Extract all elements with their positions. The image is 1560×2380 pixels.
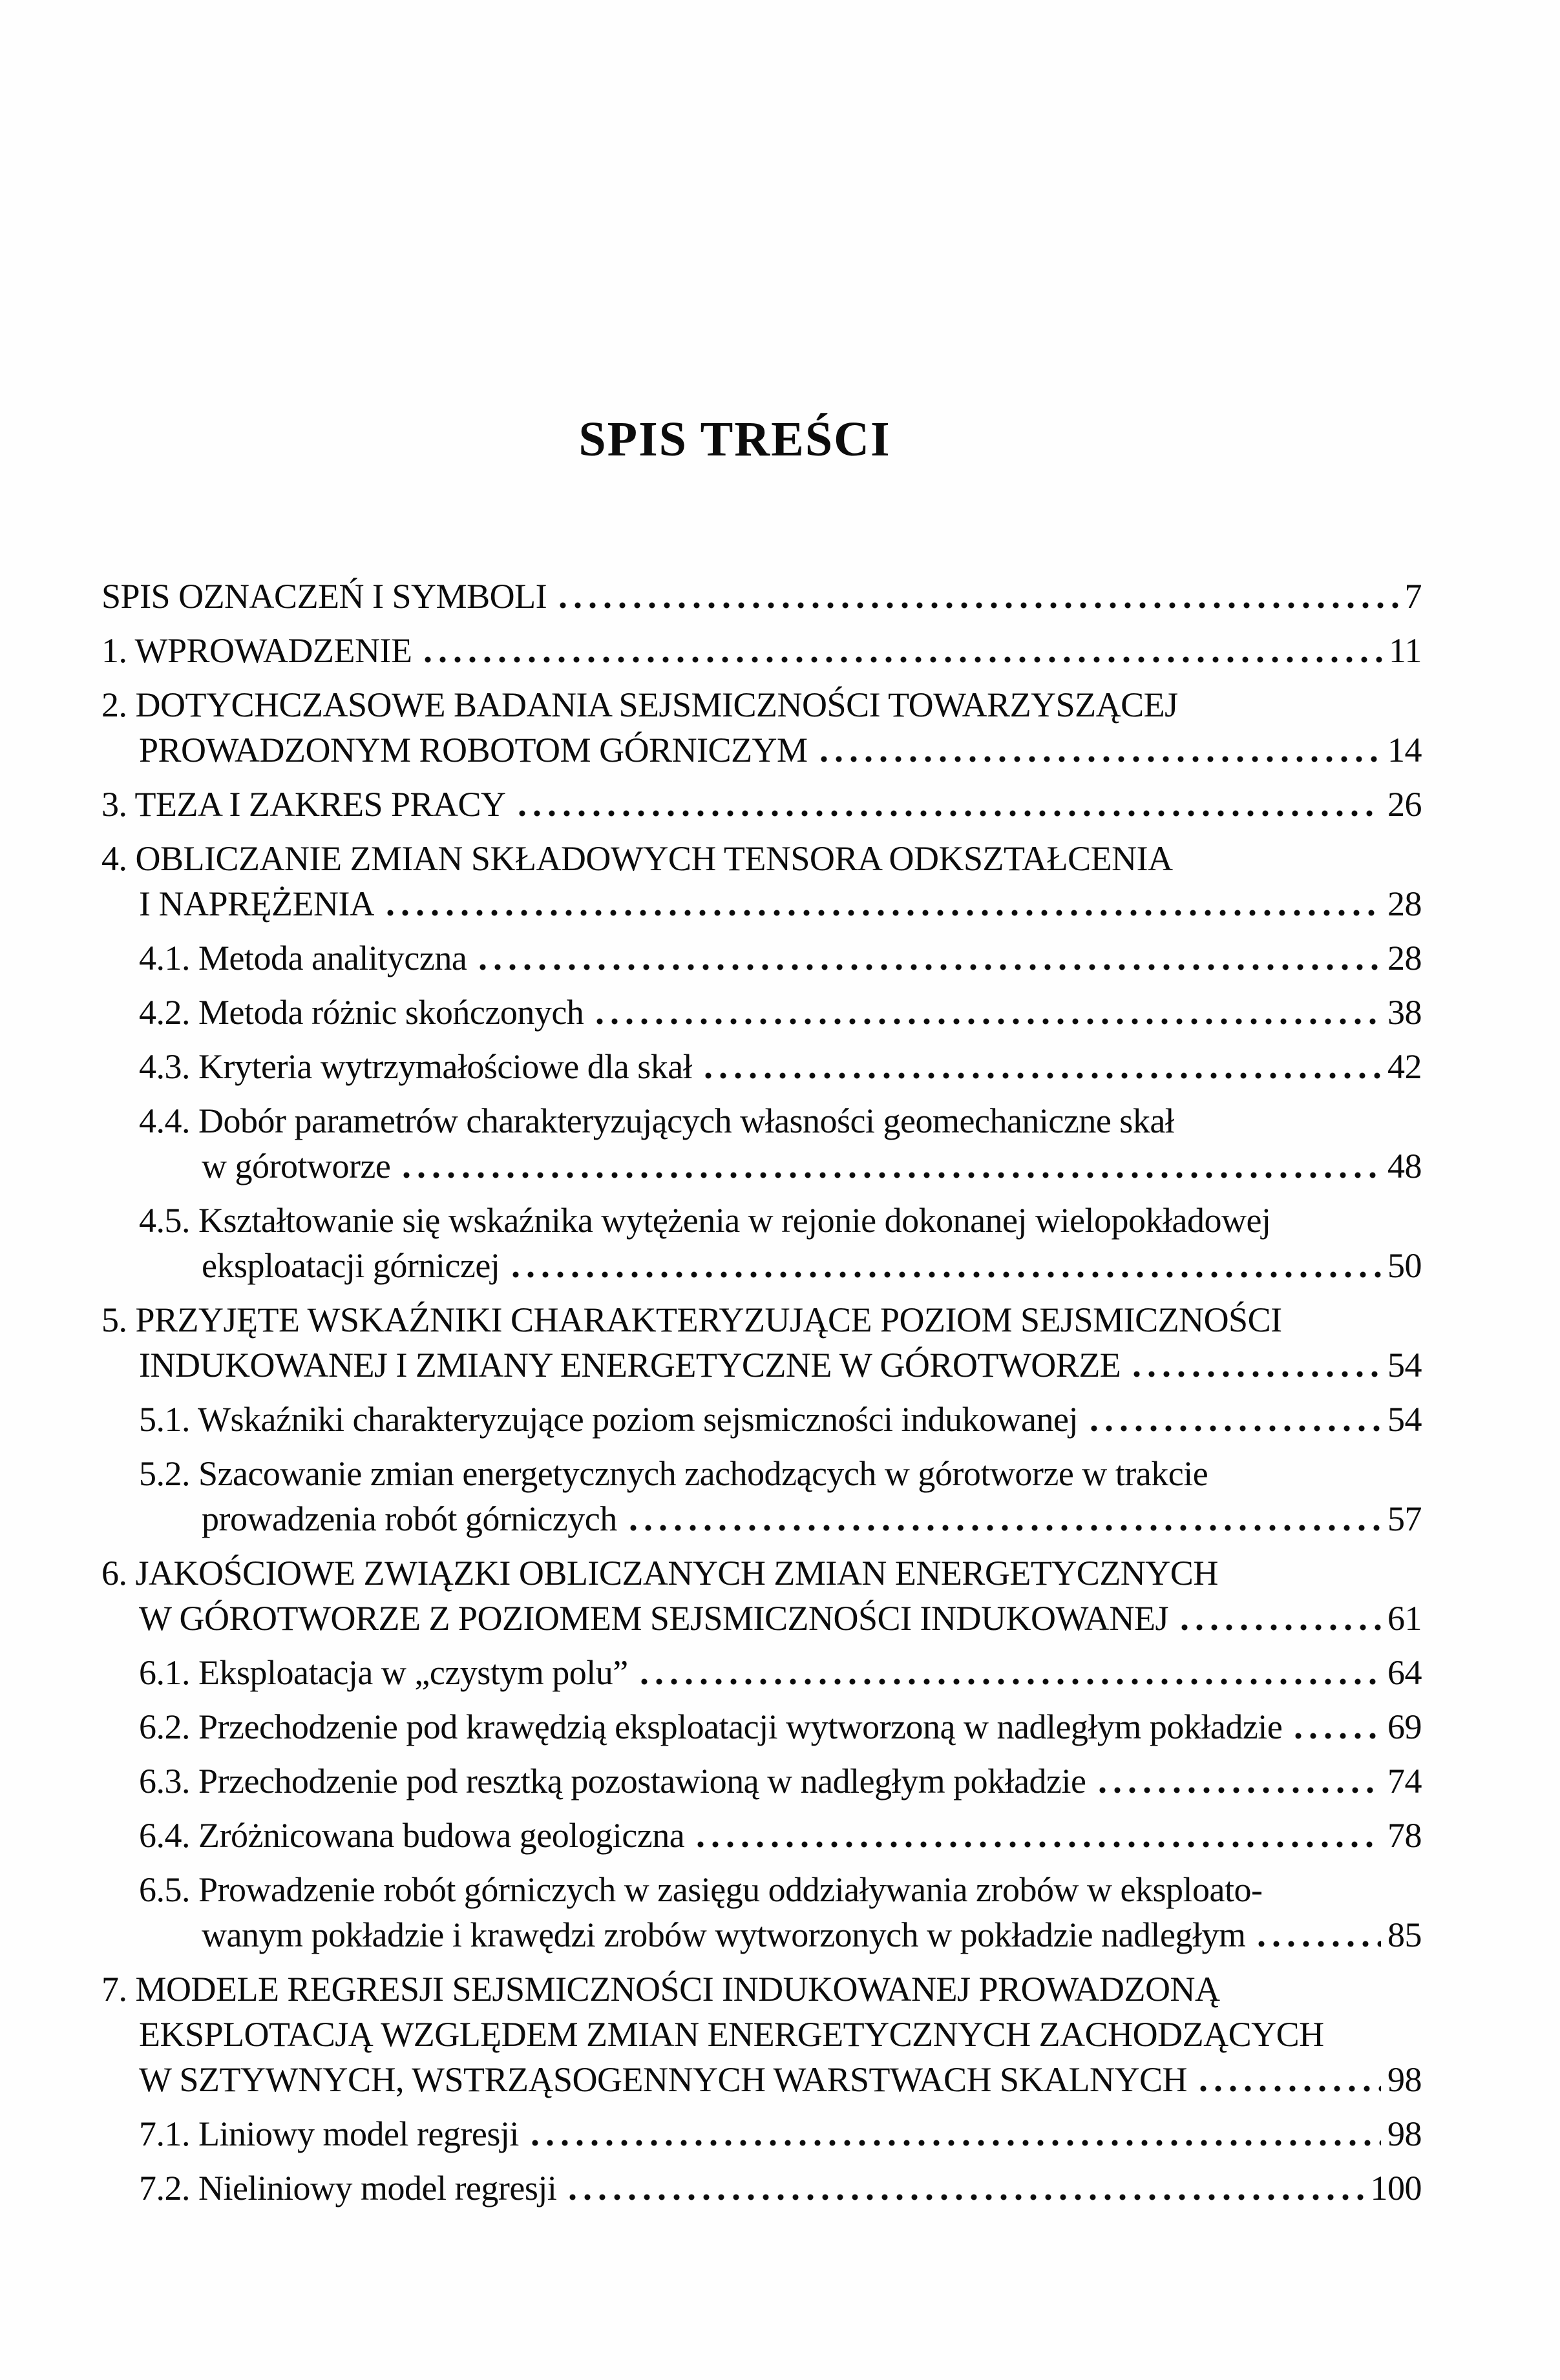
dot-leader xyxy=(1131,1368,1381,1380)
toc-entry-label: 4.1. Metoda analityczna xyxy=(139,939,467,977)
toc-entry-line xyxy=(101,1704,1422,1749)
toc-entry-label: 4.2. Metoda różnic skończonych xyxy=(139,993,584,1032)
toc-page-number: 69 xyxy=(1387,1707,1422,1746)
toc-entry xyxy=(101,2111,1422,2156)
toc-entry-line xyxy=(101,1967,1422,2012)
toc-page-number: 74 xyxy=(1387,1762,1422,1801)
toc-entry-line xyxy=(101,935,1422,981)
toc-entry-label: PROWADZONYM ROBOTOM GÓRNICZYM xyxy=(139,731,808,769)
toc-entry xyxy=(101,836,1422,926)
toc-page-number: 42 xyxy=(1387,1047,1422,1086)
toc-entry-line xyxy=(101,1759,1422,1804)
dot-leader xyxy=(1292,1730,1381,1742)
dot-leader xyxy=(638,1676,1381,1687)
toc-entry-line xyxy=(101,727,1422,773)
toc-entry-label: W SZTYWNYCH, WSTRZĄSOGENNYCH WARSTWACH SKALNYCH xyxy=(139,2060,1188,2099)
toc-entry xyxy=(101,574,1422,619)
toc-entry-label: wanym pokładzie i krawędzi zrobów wytworzonych w pokładzie nadległym xyxy=(202,1915,1246,1954)
toc-entry-label: I NAPRĘŻENIA xyxy=(139,884,375,923)
toc-entry xyxy=(101,935,1422,981)
toc-entry-line xyxy=(101,881,1422,926)
toc-entry-label: prowadzenia robót górniczych xyxy=(202,1499,617,1538)
toc-entry-label: 4.4. Dobór parametrów charakteryzujących własności geomechaniczne skał xyxy=(139,1101,1175,1140)
toc-entry-label: eksploatacji górniczej xyxy=(202,1246,500,1285)
toc-page-number: 57 xyxy=(1387,1499,1422,1538)
toc-entry-label: 6.3. Przechodzenie pod resztką pozostawioną w nadległym pokładzie xyxy=(139,1762,1086,1801)
toc-entry-line xyxy=(101,1198,1422,1243)
toc-entry-line xyxy=(101,1451,1422,1496)
toc-entry-line xyxy=(101,990,1422,1035)
toc-page-number: 11 xyxy=(1389,631,1422,670)
toc-entry xyxy=(101,682,1422,773)
toc-page-number: 64 xyxy=(1387,1653,1422,1692)
toc-entry-line xyxy=(101,1596,1422,1641)
toc-entry-line xyxy=(101,1143,1422,1189)
toc-entry xyxy=(101,1098,1422,1189)
dot-leader xyxy=(385,907,1381,919)
toc-entry xyxy=(101,1550,1422,1641)
dot-leader xyxy=(1179,1622,1381,1633)
dot-leader xyxy=(422,654,1382,665)
toc-entry-label: 5. PRZYJĘTE WSKAŹNIKI CHARAKTERYZUJĄCE POZIOM SEJSMICZNOŚCI xyxy=(101,1300,1282,1339)
toc-page-number: 61 xyxy=(1387,1599,1422,1638)
toc-page-number: 28 xyxy=(1387,939,1422,977)
toc-entry-line xyxy=(101,2166,1422,2211)
toc-entry xyxy=(101,1967,1422,2102)
dot-leader xyxy=(818,753,1381,765)
toc-entry-line xyxy=(101,1650,1422,1695)
toc-entry-line xyxy=(101,836,1422,881)
toc-page-number: 54 xyxy=(1387,1346,1422,1384)
toc-page-number: 38 xyxy=(1387,993,1422,1032)
toc-entry-line xyxy=(101,1813,1422,1858)
dot-leader xyxy=(516,808,1381,819)
toc-list xyxy=(101,574,1422,2211)
dot-leader xyxy=(477,961,1381,973)
toc-entry-label: 5.2. Szacowanie zmian energetycznych zachodzących w górotworze w trakcie xyxy=(139,1454,1208,1493)
dot-leader xyxy=(529,2137,1381,2149)
toc-entry-label: 7.2. Nieliniowy model regresji xyxy=(139,2169,557,2208)
toc-entry-line xyxy=(101,1297,1422,1342)
toc-entry xyxy=(101,1867,1422,1957)
toc-entry-label: 4.3. Kryteria wytrzymałościowe dla skał xyxy=(139,1047,693,1086)
toc-entry-label: 3. TEZA I ZAKRES PRACY xyxy=(101,785,506,824)
toc-entry xyxy=(101,1650,1422,1695)
toc-entry-line xyxy=(101,1550,1422,1596)
toc-page-number: 28 xyxy=(1387,884,1422,923)
dot-leader xyxy=(1256,1938,1381,1950)
toc-page-number: 100 xyxy=(1370,2169,1422,2208)
dot-leader xyxy=(1088,1423,1381,1434)
toc-entry-label: 5.1. Wskaźniki charakteryzujące poziom sejsmiczności indukowanej xyxy=(139,1400,1078,1439)
toc-page-number: 54 xyxy=(1387,1400,1422,1439)
toc-entry-label: W GÓROTWORZE Z POZIOMEM SEJSMICZNOŚCI INDUKOWANEJ xyxy=(139,1599,1168,1638)
toc-entry xyxy=(101,1397,1422,1442)
toc-page-number: 85 xyxy=(1387,1915,1422,1954)
toc-entry xyxy=(101,1813,1422,1858)
toc-entry-label: INDUKOWANEJ I ZMIANY ENERGETYCZNE W GÓROTWORZE xyxy=(139,1346,1121,1384)
toc-entry-label: w górotworze xyxy=(202,1147,391,1185)
toc-entry xyxy=(101,782,1422,827)
toc-entry-label: 6.4. Zróżnicowana budowa geologiczna xyxy=(139,1816,685,1855)
toc-entry xyxy=(101,1044,1422,1089)
toc-entry xyxy=(101,1704,1422,1749)
toc-entry-label: 6.5. Prowadzenie robót górniczych w zasięgu oddziaływania zrobów w eksploato- xyxy=(139,1870,1263,1909)
dot-leader xyxy=(695,1839,1381,1850)
toc-entry-line xyxy=(101,1397,1422,1442)
toc-entry-label: 6. JAKOŚCIOWE ZWIĄZKI OBLICZANYCH ZMIAN ENERGETYCZNYCH xyxy=(101,1554,1218,1592)
toc-entry-line xyxy=(101,2111,1422,2156)
toc-entry-label: 7.1. Liniowy model regresji xyxy=(139,2114,519,2153)
toc-entry-line xyxy=(101,1044,1422,1089)
dot-leader xyxy=(627,1522,1381,1534)
toc-entry-label: SPIS OZNACZEŃ I SYMBOLI xyxy=(101,577,547,616)
toc-entry-line xyxy=(101,628,1422,673)
dot-leader xyxy=(1197,2083,1381,2094)
toc-entry-label: 7. MODELE REGRESJI SEJSMICZNOŚCI INDUKOWANEJ PROWADZONĄ xyxy=(101,1970,1220,2009)
toc-entry-line xyxy=(101,1496,1422,1541)
toc-page-number: 48 xyxy=(1387,1147,1422,1185)
toc-entry-line xyxy=(101,1342,1422,1388)
toc-page-number: 98 xyxy=(1387,2060,1422,2099)
toc-entry xyxy=(101,990,1422,1035)
toc-entry-line xyxy=(101,1867,1422,1912)
toc-entry-line xyxy=(101,574,1422,619)
toc-entry-line xyxy=(101,2057,1422,2102)
toc-entry-label: 1. WPROWADZENIE xyxy=(101,631,412,670)
dot-leader xyxy=(567,2191,1364,2203)
toc-entry-line xyxy=(101,1243,1422,1288)
toc-entry-label: EKSPLOTACJĄ WZGLĘDEM ZMIAN ENERGETYCZNYCH ZACHODZĄCYCH xyxy=(139,2015,1324,2054)
toc-entry xyxy=(101,628,1422,673)
toc-entry-line xyxy=(101,1912,1422,1957)
toc-entry xyxy=(101,2166,1422,2211)
dot-leader xyxy=(1097,1784,1382,1796)
toc-entry-line xyxy=(101,1098,1422,1143)
toc-entry-label: 6.1. Eksploatacja w „czystym polu” xyxy=(139,1653,628,1692)
toc-entry-line xyxy=(101,2012,1422,2057)
dot-leader xyxy=(510,1269,1381,1280)
toc-page-number: 7 xyxy=(1404,577,1422,616)
toc-entry-line xyxy=(101,682,1422,727)
dot-leader xyxy=(557,600,1398,611)
toc-entry xyxy=(101,1297,1422,1388)
dot-leader xyxy=(401,1169,1381,1181)
toc-entry-label: 6.2. Przechodzenie pod krawędzią eksploatacji wytworzoną w nadległym pokładzie xyxy=(139,1707,1283,1746)
page-title: SPIS TREŚCI xyxy=(578,412,891,466)
toc-page-number: 14 xyxy=(1387,731,1422,769)
toc-page-number: 78 xyxy=(1387,1816,1422,1855)
toc-entry-label: 4. OBLICZANIE ZMIAN SKŁADOWYCH TENSORA ODKSZTAŁCENIA xyxy=(101,839,1173,878)
dot-leader xyxy=(594,1016,1381,1027)
toc-page-number: 98 xyxy=(1387,2114,1422,2153)
toc-entry xyxy=(101,1451,1422,1541)
toc-entry xyxy=(101,1759,1422,1804)
toc-entry-label: 4.5. Kształtowanie się wskaźnika wytężenia w rejonie dokonanej wielopokładowej xyxy=(139,1201,1271,1240)
toc-page-number: 50 xyxy=(1387,1246,1422,1285)
toc-entry-line xyxy=(101,782,1422,827)
toc-entry xyxy=(101,1198,1422,1288)
dot-leader xyxy=(702,1070,1381,1081)
toc-entry-label: 2. DOTYCHCZASOWE BADANIA SEJSMICZNOŚCI TOWARZYSZĄCEJ xyxy=(101,685,1178,724)
toc-page-number: 26 xyxy=(1387,785,1422,824)
